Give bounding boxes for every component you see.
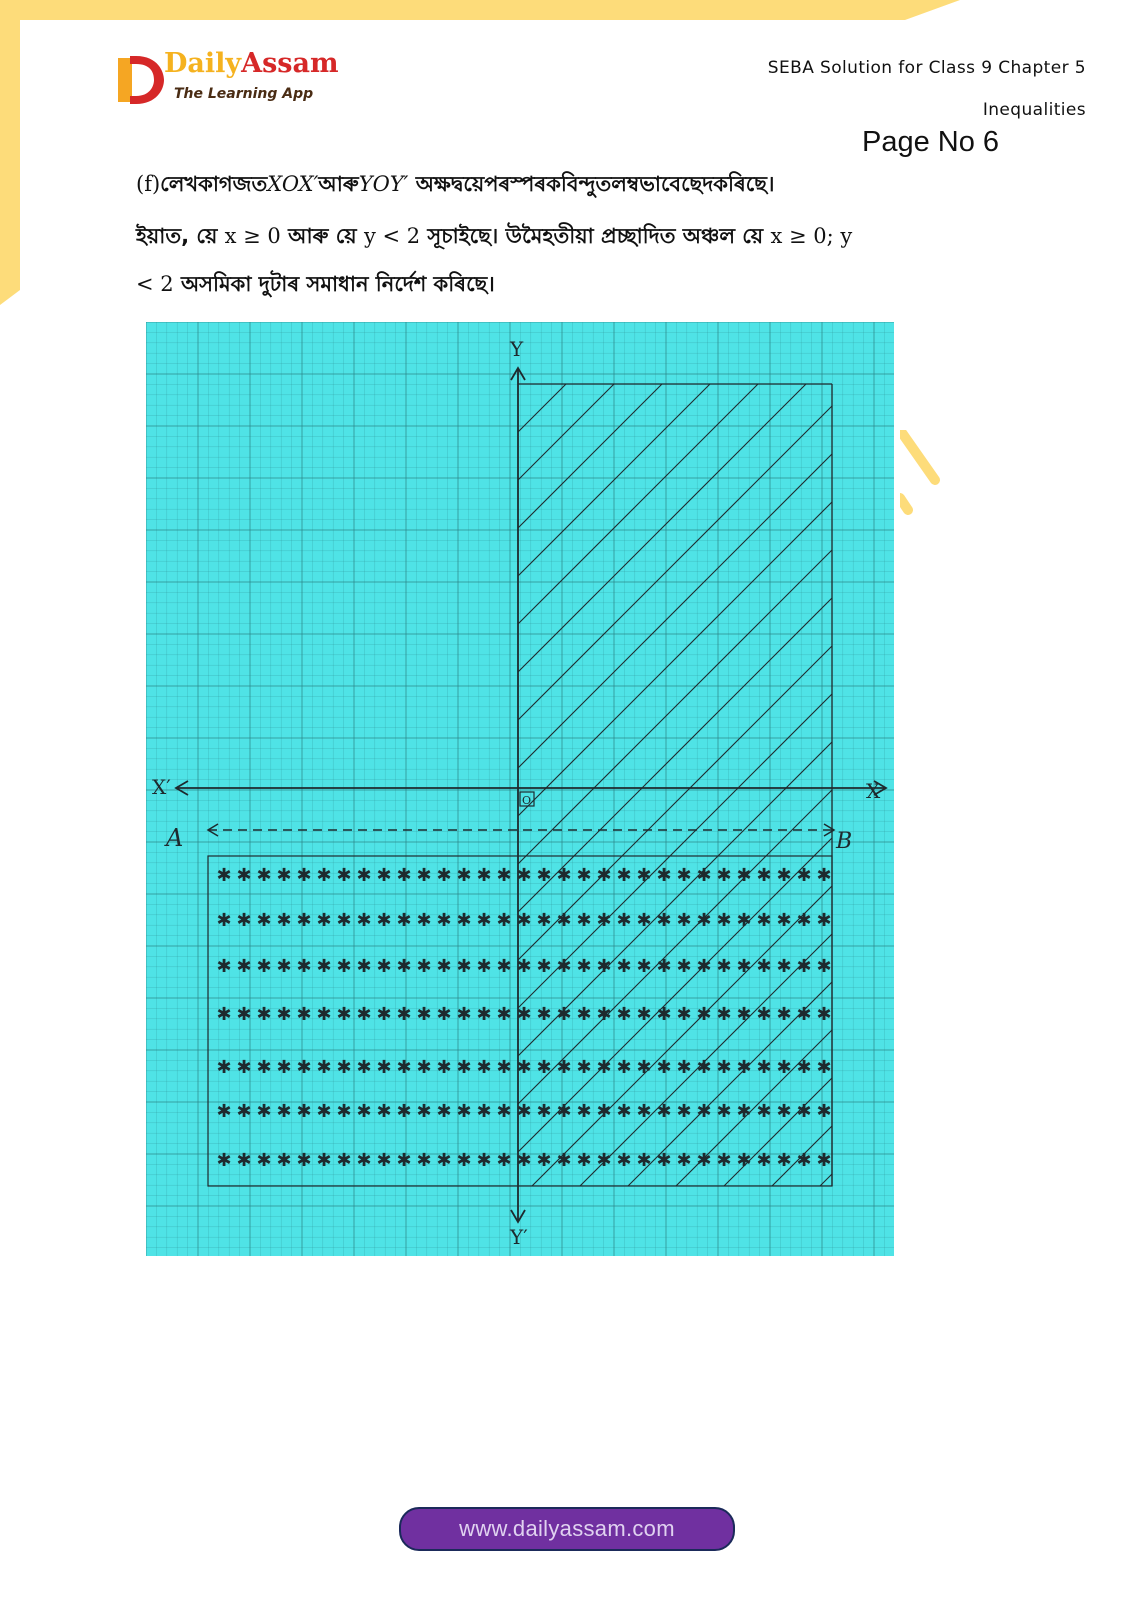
star-mark: ✱ — [256, 1057, 272, 1078]
star-mark: ✱ — [416, 1101, 432, 1122]
star-mark: ✱ — [776, 956, 792, 977]
star-mark: ✱ — [516, 1057, 532, 1078]
star-mark: ✱ — [436, 1004, 452, 1025]
star-mark: ✱ — [496, 1057, 512, 1078]
star-mark: ✱ — [696, 910, 712, 931]
star-mark: ✱ — [596, 865, 612, 886]
star-mark: ✱ — [556, 1004, 572, 1025]
star-mark: ✱ — [316, 1101, 332, 1122]
right-accent-marks — [900, 430, 960, 530]
star-mark: ✱ — [416, 1150, 432, 1171]
star-mark: ✱ — [756, 1101, 772, 1122]
star-mark: ✱ — [356, 865, 372, 886]
text-fragment: সূচাইছে। উমৈহতীয়া প্ৰচ্ছাদিত অঞ্চল য়ে — [420, 224, 771, 248]
star-mark: ✱ — [556, 1101, 572, 1122]
star-mark: ✱ — [256, 910, 272, 931]
label-x: X — [866, 779, 881, 803]
star-mark: ✱ — [776, 1057, 792, 1078]
star-mark: ✱ — [616, 865, 632, 886]
star-mark: ✱ — [516, 910, 532, 931]
math-fragment: x ≥ 0; y — [770, 224, 853, 248]
star-mark: ✱ — [516, 1150, 532, 1171]
star-mark: ✱ — [656, 910, 672, 931]
star-mark: ✱ — [736, 910, 752, 931]
star-mark: ✱ — [236, 865, 252, 886]
star-mark: ✱ — [516, 865, 532, 886]
star-mark: ✱ — [516, 1004, 532, 1025]
star-mark: ✱ — [396, 1057, 412, 1078]
star-mark: ✱ — [216, 1101, 232, 1122]
star-mark: ✱ — [796, 865, 812, 886]
text-fragment: আৰু য়ে — [280, 224, 364, 248]
star-mark: ✱ — [776, 1101, 792, 1122]
star-mark: ✱ — [676, 1004, 692, 1025]
star-mark: ✱ — [736, 1101, 752, 1122]
star-mark: ✱ — [756, 1057, 772, 1078]
star-mark: ✱ — [396, 1101, 412, 1122]
solution-line-2 — [136, 220, 1016, 255]
star-mark: ✱ — [496, 865, 512, 886]
star-mark: ✱ — [316, 910, 332, 931]
star-mark: ✱ — [796, 1004, 812, 1025]
label-origin: O — [522, 794, 532, 807]
star-mark: ✱ — [396, 910, 412, 931]
star-mark: ✱ — [756, 1150, 772, 1171]
star-mark: ✱ — [636, 956, 652, 977]
star-mark: ✱ — [816, 1150, 832, 1171]
star-mark: ✱ — [436, 956, 452, 977]
star-mark: ✱ — [516, 956, 532, 977]
star-mark: ✱ — [756, 1004, 772, 1025]
star-mark: ✱ — [436, 1150, 452, 1171]
star-mark: ✱ — [676, 1101, 692, 1122]
star-mark: ✱ — [456, 1150, 472, 1171]
star-mark: ✱ — [236, 1150, 252, 1171]
star-mark: ✱ — [736, 1004, 752, 1025]
star-mark: ✱ — [456, 1004, 472, 1025]
star-mark: ✱ — [716, 910, 732, 931]
star-mark: ✱ — [436, 910, 452, 931]
text-fragment: লেখকাগজত — [160, 172, 268, 196]
star-mark: ✱ — [556, 956, 572, 977]
star-mark: ✱ — [536, 865, 552, 886]
star-mark: ✱ — [716, 956, 732, 977]
star-mark: ✱ — [276, 1150, 292, 1171]
star-mark: ✱ — [596, 910, 612, 931]
text-fragment: অক্ষদ্বয়েপৰস্পৰকবিন্দুতলম্বভাবেছেদকৰিছে। — [408, 172, 775, 196]
star-mark: ✱ — [596, 1004, 612, 1025]
star-mark: ✱ — [716, 1101, 732, 1122]
brand-name-assam: Assam — [241, 48, 339, 79]
star-mark: ✱ — [476, 1057, 492, 1078]
star-mark: ✱ — [336, 910, 352, 931]
star-mark: ✱ — [796, 910, 812, 931]
star-mark: ✱ — [216, 956, 232, 977]
star-mark: ✱ — [716, 1150, 732, 1171]
star-mark: ✱ — [596, 1057, 612, 1078]
star-mark: ✱ — [696, 1150, 712, 1171]
star-mark: ✱ — [336, 865, 352, 886]
star-mark: ✱ — [556, 910, 572, 931]
star-mark: ✱ — [456, 910, 472, 931]
star-mark: ✱ — [296, 865, 312, 886]
star-mark: ✱ — [396, 1150, 412, 1171]
star-mark: ✱ — [336, 1150, 352, 1171]
star-mark: ✱ — [356, 1057, 372, 1078]
star-mark: ✱ — [576, 1101, 592, 1122]
star-mark: ✱ — [416, 865, 432, 886]
star-mark: ✱ — [536, 1101, 552, 1122]
star-mark: ✱ — [416, 956, 432, 977]
star-mark: ✱ — [396, 956, 412, 977]
brand-name-daily: Daily — [164, 48, 242, 79]
star-mark: ✱ — [256, 1004, 272, 1025]
star-mark: ✱ — [656, 865, 672, 886]
star-mark: ✱ — [236, 956, 252, 977]
star-mark: ✱ — [356, 1101, 372, 1122]
star-mark: ✱ — [816, 910, 832, 931]
star-mark: ✱ — [216, 1150, 232, 1171]
star-mark: ✱ — [756, 910, 772, 931]
star-mark: ✱ — [736, 956, 752, 977]
star-mark: ✱ — [696, 865, 712, 886]
star-mark: ✱ — [416, 1004, 432, 1025]
star-mark: ✱ — [376, 1057, 392, 1078]
label-y-prime: Y′ — [510, 1225, 528, 1249]
star-mark: ✱ — [316, 1150, 332, 1171]
star-mark: ✱ — [716, 1057, 732, 1078]
star-mark: ✱ — [536, 1057, 552, 1078]
star-mark: ✱ — [356, 1150, 372, 1171]
star-mark: ✱ — [576, 865, 592, 886]
header-title: SEBA Solution for Class 9 Chapter 5 — [767, 58, 1086, 78]
star-mark: ✱ — [576, 1057, 592, 1078]
star-mark: ✱ — [536, 910, 552, 931]
star-mark: ✱ — [276, 1057, 292, 1078]
brand-name — [164, 48, 339, 79]
star-mark: ✱ — [456, 1057, 472, 1078]
star-mark: ✱ — [456, 956, 472, 977]
star-mark: ✱ — [476, 1101, 492, 1122]
star-mark: ✱ — [316, 865, 332, 886]
star-mark: ✱ — [296, 1101, 312, 1122]
star-mark: ✱ — [376, 910, 392, 931]
star-mark: ✱ — [636, 910, 652, 931]
star-mark: ✱ — [696, 1101, 712, 1122]
star-mark: ✱ — [356, 910, 372, 931]
star-mark: ✱ — [436, 1057, 452, 1078]
star-mark: ✱ — [716, 1004, 732, 1025]
star-mark: ✱ — [736, 1150, 752, 1171]
star-mark: ✱ — [296, 910, 312, 931]
star-mark: ✱ — [676, 956, 692, 977]
star-mark: ✱ — [696, 1057, 712, 1078]
star-mark: ✱ — [256, 865, 272, 886]
star-mark: ✱ — [816, 956, 832, 977]
star-mark: ✱ — [656, 956, 672, 977]
star-mark: ✱ — [316, 1004, 332, 1025]
star-mark: ✱ — [616, 1004, 632, 1025]
star-mark: ✱ — [636, 1101, 652, 1122]
star-mark: ✱ — [596, 956, 612, 977]
star-mark: ✱ — [456, 865, 472, 886]
star-mark: ✱ — [736, 865, 752, 886]
star-mark: ✱ — [436, 865, 452, 886]
star-mark: ✱ — [336, 1004, 352, 1025]
math-fragment: < 2 — [136, 272, 174, 296]
star-mark: ✱ — [276, 910, 292, 931]
star-mark: ✱ — [296, 1057, 312, 1078]
star-mark: ✱ — [596, 1101, 612, 1122]
star-mark: ✱ — [376, 1004, 392, 1025]
star-mark: ✱ — [636, 1150, 652, 1171]
star-mark: ✱ — [456, 1101, 472, 1122]
solution-line-3 — [136, 268, 1016, 303]
star-mark: ✱ — [636, 1057, 652, 1078]
star-mark: ✱ — [476, 910, 492, 931]
star-mark: ✱ — [576, 956, 592, 977]
star-mark: ✱ — [496, 1150, 512, 1171]
logo-d-icon — [118, 54, 164, 106]
star-mark: ✱ — [416, 1057, 432, 1078]
star-mark: ✱ — [216, 910, 232, 931]
text-fragment: আৰু — [318, 172, 359, 196]
top-accent-stripe — [0, 0, 1000, 20]
star-mark: ✱ — [616, 910, 632, 931]
star-mark: ✱ — [796, 1101, 812, 1122]
part-label: (f) — [136, 172, 161, 196]
brand-logo[interactable] — [118, 48, 358, 112]
star-mark: ✱ — [216, 1004, 232, 1025]
star-mark: ✱ — [476, 865, 492, 886]
graph-paper-figure — [146, 322, 894, 1256]
star-mark: ✱ — [356, 1004, 372, 1025]
star-mark: ✱ — [476, 1150, 492, 1171]
star-mark: ✱ — [236, 1004, 252, 1025]
star-mark: ✱ — [816, 1057, 832, 1078]
star-mark: ✱ — [676, 1150, 692, 1171]
star-mark: ✱ — [396, 1004, 412, 1025]
footer-url: www.dailyassam.com — [459, 1516, 675, 1541]
star-mark: ✱ — [356, 956, 372, 977]
star-mark: ✱ — [396, 865, 412, 886]
star-mark: ✱ — [256, 1101, 272, 1122]
star-mark: ✱ — [776, 865, 792, 886]
label-a: A — [166, 824, 184, 852]
star-mark: ✱ — [496, 956, 512, 977]
star-mark: ✱ — [696, 956, 712, 977]
star-mark: ✱ — [536, 1004, 552, 1025]
star-mark: ✱ — [316, 956, 332, 977]
star-mark: ✱ — [656, 1150, 672, 1171]
star-mark: ✱ — [336, 1101, 352, 1122]
star-mark: ✱ — [476, 956, 492, 977]
star-mark: ✱ — [556, 1150, 572, 1171]
star-mark: ✱ — [276, 1004, 292, 1025]
star-mark: ✱ — [676, 1057, 692, 1078]
star-mark: ✱ — [496, 1101, 512, 1122]
star-mark: ✱ — [236, 1057, 252, 1078]
star-mark: ✱ — [616, 1057, 632, 1078]
star-mark: ✱ — [216, 865, 232, 886]
star-mark: ✱ — [656, 1057, 672, 1078]
star-mark: ✱ — [516, 1101, 532, 1122]
label-b: B — [836, 829, 853, 854]
star-mark: ✱ — [696, 1004, 712, 1025]
star-mark: ✱ — [336, 1057, 352, 1078]
star-mark: ✱ — [436, 1101, 452, 1122]
star-mark: ✱ — [576, 1004, 592, 1025]
star-mark: ✱ — [376, 1101, 392, 1122]
star-mark: ✱ — [756, 865, 772, 886]
left-accent-stripe — [0, 0, 20, 305]
star-mark: ✱ — [816, 1004, 832, 1025]
star-mark: ✱ — [496, 910, 512, 931]
star-mark: ✱ — [536, 1150, 552, 1171]
star-mark: ✱ — [816, 865, 832, 886]
star-mark: ✱ — [576, 910, 592, 931]
star-mark: ✱ — [496, 1004, 512, 1025]
star-mark: ✱ — [256, 956, 272, 977]
star-mark: ✱ — [716, 865, 732, 886]
star-mark: ✱ — [596, 1150, 612, 1171]
star-mark: ✱ — [616, 1150, 632, 1171]
text-fragment: ইয়াত, য়ে — [136, 224, 225, 248]
star-mark: ✱ — [616, 1101, 632, 1122]
star-mark: ✱ — [376, 956, 392, 977]
star-mark: ✱ — [296, 956, 312, 977]
star-mark: ✱ — [576, 1150, 592, 1171]
star-mark: ✱ — [336, 956, 352, 977]
star-mark: ✱ — [276, 865, 292, 886]
star-mark: ✱ — [296, 1150, 312, 1171]
star-mark: ✱ — [216, 1057, 232, 1078]
star-mark: ✱ — [796, 1057, 812, 1078]
math-fragment: XOX′ — [267, 172, 319, 196]
star-mark: ✱ — [756, 956, 772, 977]
page-number: Page No 6 — [862, 126, 1000, 158]
star-mark: ✱ — [376, 1150, 392, 1171]
label-y: Y — [510, 337, 524, 361]
math-fragment: YOY′ — [358, 172, 409, 196]
star-mark: ✱ — [776, 910, 792, 931]
star-mark: ✱ — [616, 956, 632, 977]
star-mark: ✱ — [636, 865, 652, 886]
star-mark: ✱ — [276, 1101, 292, 1122]
star-mark: ✱ — [676, 910, 692, 931]
star-mark: ✱ — [556, 865, 572, 886]
star-mark: ✱ — [256, 1150, 272, 1171]
star-mark: ✱ — [316, 1057, 332, 1078]
star-mark: ✱ — [656, 1004, 672, 1025]
star-mark: ✱ — [476, 1004, 492, 1025]
text-fragment: অসমিকা দুটাৰ সমাধান নিৰ্দেশ কৰিছে। — [173, 272, 495, 296]
star-mark: ✱ — [296, 1004, 312, 1025]
star-mark: ✱ — [656, 1101, 672, 1122]
math-fragment: x ≥ 0 — [224, 224, 281, 248]
solution-line-1 — [136, 168, 1016, 203]
header-chapter-name: Inequalities — [982, 100, 1086, 120]
star-mark: ✱ — [236, 1101, 252, 1122]
star-mark: ✱ — [276, 956, 292, 977]
star-mark: ✱ — [776, 1004, 792, 1025]
label-x-prime: X′ — [152, 775, 171, 799]
brand-tagline: The Learning App — [174, 86, 314, 102]
star-mark: ✱ — [736, 1057, 752, 1078]
star-mark: ✱ — [236, 910, 252, 931]
star-mark: ✱ — [536, 956, 552, 977]
star-mark: ✱ — [776, 1150, 792, 1171]
footer-website-link[interactable] — [399, 1507, 735, 1551]
star-mark: ✱ — [556, 1057, 572, 1078]
math-fragment: y < 2 — [363, 224, 421, 248]
star-mark: ✱ — [816, 1101, 832, 1122]
star-mark: ✱ — [796, 956, 812, 977]
star-mark: ✱ — [376, 865, 392, 886]
star-mark: ✱ — [676, 865, 692, 886]
star-mark: ✱ — [416, 910, 432, 931]
star-mark: ✱ — [636, 1004, 652, 1025]
star-mark: ✱ — [796, 1150, 812, 1171]
